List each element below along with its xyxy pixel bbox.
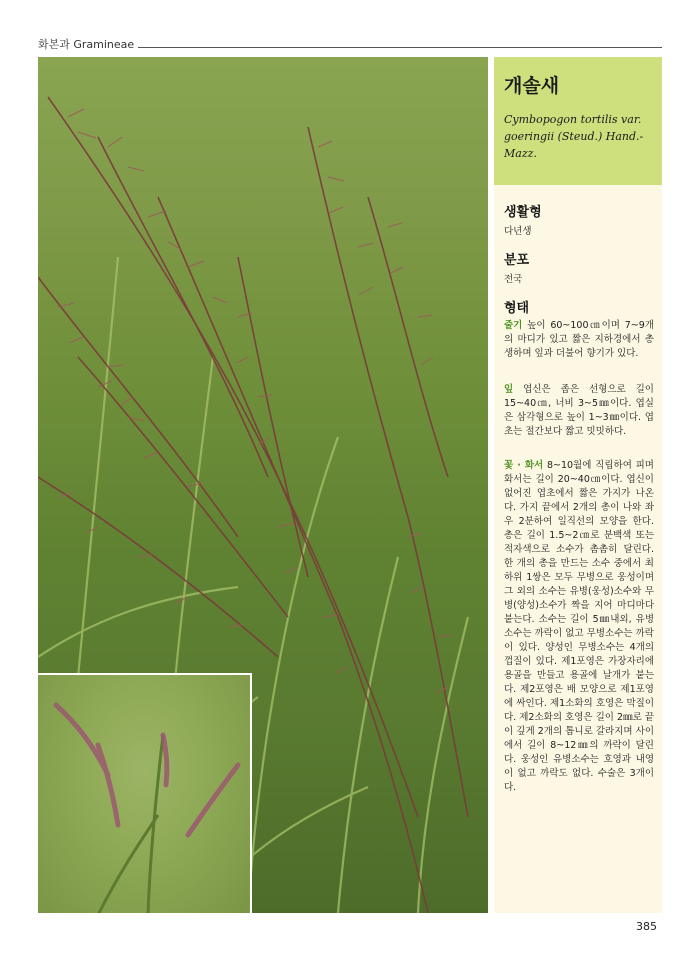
morphology-heading: 형태 bbox=[504, 301, 530, 316]
life-form-heading: 생활형 bbox=[504, 205, 542, 220]
stem-label: 줄기 bbox=[504, 320, 523, 331]
species-korean-name: 개솔새 bbox=[504, 75, 560, 97]
leaf-label: 잎 bbox=[504, 384, 514, 395]
inset-spikelet-photo bbox=[38, 673, 252, 913]
running-header bbox=[38, 36, 662, 50]
distribution-text: 전국 bbox=[504, 274, 523, 285]
flower-label: 꽃 · 화서 bbox=[504, 460, 544, 471]
page-number: 385 bbox=[636, 920, 657, 933]
leaf-text: 엽신은 좁은 선형으로 길이 15~40㎝, 너비 3~5㎜이다. 엽실은 삼각형으로 높이 1~3㎜이다. 엽초는 절간보다 짧고 밋밋하다. bbox=[504, 384, 654, 437]
flower-text: 8~10월에 직립하여 피며 화서는 길이 20~40㎝이다. 엽신이 없어진 엽초에서 짧은 가지가 나온다. 가지 끝에서 2개의 총이 나와 좌우 2분하여 일직선의 모양을 한다. 총은 길이 1.5~2㎝로 분백색 또는 적자색으로 소수가 촘촘히 달린다. 한 개의 총을 만드는 소수 중에서 최하위 1쌍은 모두 무병으로 웅성이며 그 외의 소수는 유병(웅성)소수와 무병(양성)소수가 짝을 지어 마디마다 붙는다. 소수는 길이 5㎜내외, 유병소수는 까락이 없고 무병소수는 까락이 있다. 양성인 무병소수는 4개의 껍질이 있다. 제1포영은 가장자리에 용골을 만들고 용골에 날개가 붙는다. 제2포영은 배 모양으로 제1포영에 싸인다. 제1소화의 호영은 막질이다. 제2소화의 호영은 길이 2㎜로 끝이 깊게 2개의 톱니로 갈라지며 사이에서 길이 8~12㎜의 까락이 달린다. 웅성인 유병소수는 호영과 내영이 없고 까락도 없다. 수술은 3개이다. bbox=[504, 460, 654, 793]
distribution-heading: 분포 bbox=[504, 253, 530, 268]
stem-paragraph bbox=[504, 319, 654, 361]
flower-paragraph bbox=[504, 459, 654, 795]
description-panel bbox=[494, 57, 662, 913]
leaf-paragraph bbox=[504, 383, 654, 439]
species-scientific-name bbox=[504, 111, 656, 162]
title-box bbox=[494, 57, 662, 185]
header-text: 화본과 Gramineae bbox=[38, 36, 138, 52]
spikelet-illustration bbox=[38, 675, 252, 913]
stem-text: 높이 60~100㎝이며 7~9개의 마디가 있고 짧은 지하경에서 총생하며 잎과 더불어 향기가 있다. bbox=[504, 320, 654, 359]
life-form-text: 다년생 bbox=[504, 226, 532, 237]
scientific-name-text: Cymbopogon tortilis var. goeringii (Steud.) Hand.-Mazz. bbox=[504, 113, 644, 160]
